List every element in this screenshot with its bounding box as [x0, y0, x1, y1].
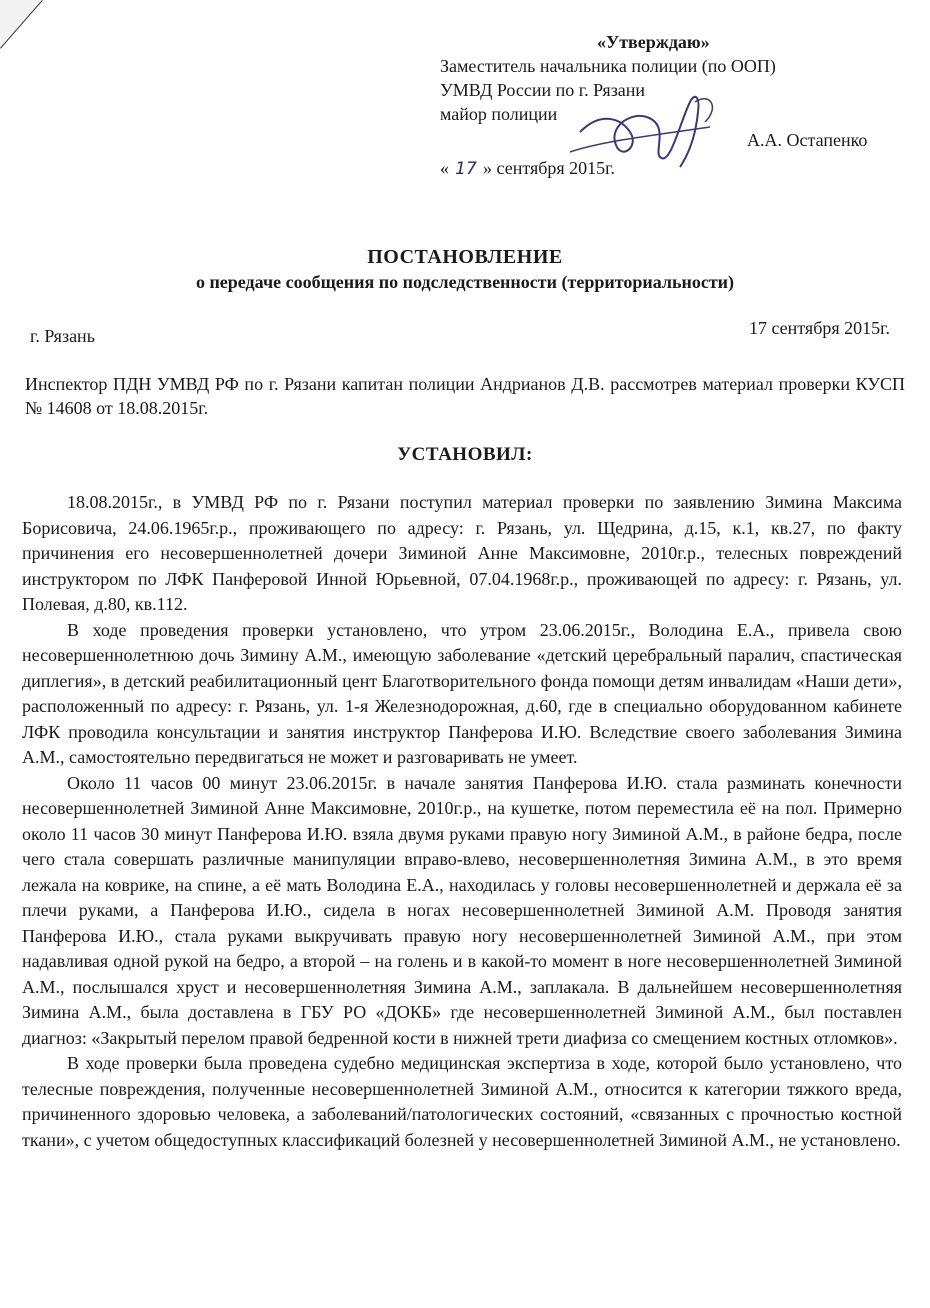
approval-date-prefix: «: [440, 158, 449, 178]
approval-date-suffix: » сентября 2015г.: [483, 158, 616, 178]
approval-department-line: УМВД России по г. Рязани: [440, 80, 646, 100]
document-title: ПОСТАНОВЛЕНИЕ: [367, 246, 563, 268]
document-date: 17 сентября 2015г.: [748, 318, 890, 338]
approval-rank-line: майор полиции: [440, 104, 558, 124]
body-paragraph: Около 11 часов 00 минут 23.06.2015г. в начале занятия Панферова И.Ю. стала разминать конечности несовершеннолетней Зиминой Анне Максимовне, 2010г.р., на кушетке, потом переместила её на пол. Примерно около 11 часов 30 минут Панферова И.Ю. взяла двумя руками правую ногу Зиминой А.М., в районе бедра, после чего стала совершать различные манипуляции вправо-влево, несовершеннолетняя Зимина А.М., в это время лежала на коврике, на спине, а её мать Володина Е.А., находилась у головы несовершеннолетней и держала её за плечи руками, а Панферова И.Ю., сидела в ногах несовершеннолетней Зиминой А.М. Проводя занятия Панферова И.Ю., стала руками выкручивать правую ногу несовершеннолетней Зиминой А.М., при этом надавливая одной рукой на бедро, а второй – на голень и в какой-то момент в ноге несовершеннолетней Зиминой А.М., послышался хруст и несовершеннолетняя Зимина А.М., заплакала. В дальнейшем несовершеннолетняя Зимина А.М., была доставлена в ГБУ РО «ДОКБ» где несовершеннолетней Зиминой А.М., был поставлен диагноз: «Закрытый перелом правой бедренной кости в нижней трети диафиза со смещением костных отломков».: [22, 772, 902, 1048]
approval-signer: А.А. Остапенко: [747, 130, 868, 150]
intro-paragraph: Инспектор ПДН УМВД РФ по г. Рязани капитан полиции Андрианов Д.В. рассмотрев материал проверки КУСП № 14608 от 18.08.2015г.: [25, 374, 905, 418]
approval-title: «Утверждаю»: [597, 32, 710, 52]
section-heading: УСТАНОВИЛ:: [397, 444, 533, 465]
page-corner-fold: [0, 0, 60, 60]
body-paragraph: В ходе проведения проверки установлено, что утром 23.06.2015г., Володина Е.А., привела свою несовершеннолетнюю дочь Зимину А.М., имеющую заболевание «детский церебральный паралич, спастическая диплегия», в детский реабилитационный цент Благотворительного фонда помощи детям инвалидам «Наши дети», расположенный по адресу: г. Рязань, ул. 1-я Железнодорожная, д.60, где в специально оборудованном кабинете ЛФК проводила консультации и занятия инструктор Панферова И.Ю. Вследствие своего заболевания Зимина А.М., самостоятельно передвигаться не может и разговаривать не умеет.: [22, 619, 902, 767]
handwritten-signature-icon: [560, 82, 730, 182]
document-body: [22, 490, 902, 1153]
body-paragraph: 18.08.2015г., в УМВД РФ по г. Рязани поступил материал проверки по заявлению Зимина Максима Борисовича, 24.06.1965г.р., проживающего по адресу: г. Рязань, ул. Щедрина, д.15, к.1, кв.27, по факту причинения его несовершеннолетней дочери Зиминой Анне Максимовне, 2010г.р., телесных повреждений инструктором по ЛФК Панферовой Инной Юрьевной, 07.04.1968г.р., проживающей по адресу: г. Рязань, ул. Полевая, д.80, кв.112.: [22, 492, 902, 614]
approval-date-day: 17: [455, 159, 477, 179]
approval-position-line: Заместитель начальника полиции (по ООП): [440, 56, 776, 76]
document-subtitle: о передаче сообщения по подследственности (территориальности): [195, 272, 735, 292]
document-place: г. Рязань: [30, 326, 95, 346]
body-paragraph: В ходе проверки была проведена судебно медицинская экспертиза в ходе, которой было установлено, что телесные повреждения, полученные несовершеннолетней Зиминой А.М., относится к категории тяжкого вреда, причиненного здоровью человека, а заболеваний/патологических состояний, «связанных с прочностью костной ткани», с учетом общедоступных классификаций болезней у несовершеннолетней Зиминой А.М., не установлено.: [22, 1053, 902, 1150]
